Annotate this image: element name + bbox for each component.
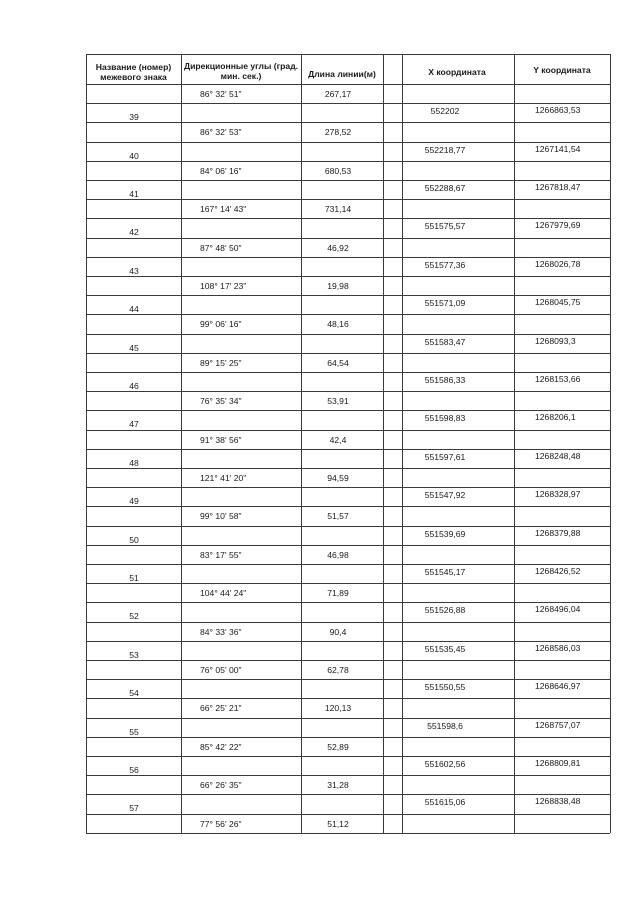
y-coordinate: 1268153,66 (535, 374, 581, 384)
row-divider (86, 718, 610, 719)
x-coordinate: 551545,17 (424, 567, 466, 577)
direction-angle: 99° 10' 58" (200, 511, 242, 522)
row-divider (86, 353, 610, 354)
y-coordinate: 1268426,52 (535, 566, 581, 576)
row-divider (86, 583, 610, 584)
column-divider (181, 54, 182, 833)
line-length: 51,12 (327, 818, 349, 829)
column-divider (514, 54, 515, 833)
row-divider (86, 506, 610, 507)
direction-angle: 99° 06' 16" (200, 319, 242, 330)
row-divider (86, 314, 610, 315)
y-coordinate: 1267141,54 (535, 143, 581, 154)
mark-name: 40 (129, 150, 139, 161)
direction-angle: 108° 17' 23" (200, 281, 247, 291)
direction-angle: 83° 17' 55" (200, 549, 242, 560)
row-divider (86, 142, 610, 143)
line-length: 51,57 (327, 511, 349, 522)
row-divider (86, 199, 610, 200)
row-divider (86, 794, 610, 795)
row-divider (86, 122, 610, 123)
row-divider (86, 602, 610, 603)
row-divider (86, 276, 610, 277)
x-coordinate: 551598,6 (427, 720, 463, 731)
row-divider (86, 698, 610, 699)
y-coordinate: 1266863,53 (535, 105, 581, 116)
y-coordinate: 1268045,75 (535, 297, 581, 308)
mark-name: 53 (129, 649, 139, 660)
line-length: 42,4 (329, 434, 347, 445)
y-coordinate: 1268586,03 (535, 642, 581, 653)
row-divider (86, 814, 610, 815)
row-divider (86, 161, 610, 162)
direction-angle: 86° 32' 51" (200, 89, 242, 99)
x-coordinate: 551615,06 (424, 797, 466, 808)
x-coordinate: 551535,45 (424, 643, 466, 654)
y-coordinate: 1267818,47 (535, 182, 581, 192)
line-length: 94,59 (327, 473, 349, 483)
row-divider (86, 391, 610, 392)
line-length: 19,98 (327, 281, 349, 291)
mark-name: 52 (129, 611, 139, 622)
x-coordinate: 551586,33 (424, 375, 466, 385)
header-mark-name: Название (номер) межевого знака (95, 62, 172, 82)
x-coordinate: 552288,67 (424, 183, 466, 193)
direction-angle: 76° 05' 00" (200, 665, 242, 675)
direction-angle: 86° 32' 53" (200, 127, 242, 138)
row-divider (86, 334, 610, 335)
line-length: 53,91 (327, 396, 349, 407)
header-x-coordinate: X координата (428, 67, 486, 77)
line-length: 46,98 (327, 549, 349, 560)
row-divider (86, 468, 610, 469)
x-coordinate: 551575,57 (424, 221, 466, 232)
x-coordinate: 551547,92 (424, 490, 466, 501)
y-coordinate: 1268496,04 (535, 604, 581, 615)
y-coordinate: 1268809,81 (535, 758, 581, 768)
x-coordinate: 551583,47 (424, 336, 466, 347)
mark-name: 42 (129, 227, 139, 238)
row-divider (86, 622, 610, 623)
direction-angle: 84° 33' 36" (200, 626, 242, 637)
mark-name: 48 (129, 457, 139, 468)
row-divider (86, 756, 610, 757)
direction-angle: 104° 44' 24" (200, 588, 247, 599)
row-divider (86, 103, 610, 104)
line-length: 680,53 (324, 165, 352, 176)
line-length: 267,17 (324, 89, 352, 99)
column-divider (86, 54, 87, 833)
mark-name: 57 (129, 803, 139, 814)
mark-name: 49 (129, 496, 139, 507)
column-divider (301, 54, 302, 833)
x-coordinate: 551597,61 (424, 451, 466, 462)
row-divider (86, 372, 610, 373)
row-divider (86, 84, 610, 85)
line-length: 90,4 (329, 626, 347, 637)
mark-name: 54 (129, 688, 139, 699)
mark-name: 56 (129, 765, 139, 775)
mark-name: 43 (129, 265, 139, 276)
row-divider (86, 660, 610, 661)
y-coordinate: 1268379,88 (535, 527, 581, 538)
direction-angle: 76° 35' 34" (200, 396, 242, 407)
mark-name: 50 (129, 534, 139, 545)
row-divider (86, 679, 610, 680)
mark-name: 55 (129, 726, 139, 737)
direction-angle: 66° 25' 21" (200, 703, 242, 714)
header-direction-angle: Дирекционные углы (град. мин. сек.) (183, 61, 299, 81)
row-divider (86, 775, 610, 776)
mark-name: 44 (129, 304, 139, 315)
y-coordinate: 1268093,3 (535, 335, 576, 346)
y-coordinate: 1268838,48 (535, 796, 581, 807)
x-coordinate: 552202 (430, 106, 460, 117)
x-coordinate: 551602,56 (424, 759, 466, 769)
x-coordinate: 551550,55 (424, 682, 466, 693)
line-length: 731,14 (324, 204, 352, 215)
direction-angle: 167° 14' 43" (200, 204, 247, 215)
row-divider (86, 180, 610, 181)
y-coordinate: 1268248,48 (535, 450, 581, 461)
row-divider (86, 737, 610, 738)
mark-name: 46 (129, 381, 139, 391)
y-coordinate: 1267979,69 (535, 220, 581, 231)
direction-angle: 121° 41' 20" (200, 473, 247, 483)
mark-name: 47 (129, 419, 139, 430)
x-coordinate: 551526,88 (424, 605, 466, 616)
row-divider (86, 449, 610, 450)
x-coordinate: 552218,77 (424, 144, 466, 155)
column-divider (610, 54, 611, 833)
row-divider (86, 487, 610, 488)
direction-angle: 85° 42' 22" (200, 741, 242, 752)
mark-name: 45 (129, 342, 139, 353)
row-divider (86, 257, 610, 258)
x-coordinate: 551577,36 (424, 259, 466, 270)
row-divider (86, 641, 610, 642)
y-coordinate: 1268026,78 (535, 258, 581, 269)
direction-angle: 89° 15' 25" (200, 357, 242, 368)
y-coordinate: 1268757,07 (535, 719, 581, 730)
table-top-border (86, 54, 610, 55)
y-coordinate: 1268646,97 (535, 681, 581, 692)
mark-name: 39 (129, 112, 139, 123)
header-y-coordinate: Y координата (533, 65, 591, 75)
column-divider (383, 54, 384, 833)
x-coordinate: 551598,83 (424, 413, 466, 424)
row-divider (86, 833, 610, 834)
direction-angle: 84° 06' 16" (200, 165, 242, 176)
direction-angle: 91° 38' 56" (200, 434, 242, 445)
y-coordinate: 1268328,97 (535, 489, 581, 500)
line-length: 62,78 (327, 665, 349, 675)
direction-angle: 66° 26' 35" (200, 780, 242, 791)
line-length: 31,28 (327, 780, 349, 791)
line-length: 46,92 (327, 242, 349, 253)
row-divider (86, 410, 610, 411)
direction-angle: 87° 48' 50" (200, 242, 242, 253)
line-length: 120,13 (324, 703, 352, 714)
line-length: 48,16 (327, 319, 349, 330)
line-length: 64,54 (327, 357, 349, 368)
mark-name: 51 (129, 573, 139, 583)
y-coordinate: 1268206,1 (535, 412, 576, 423)
row-divider (86, 545, 610, 546)
row-divider (86, 430, 610, 431)
row-divider (86, 564, 610, 565)
x-coordinate: 551539,69 (424, 528, 466, 539)
column-divider (402, 54, 403, 833)
direction-angle: 77° 56' 26" (200, 818, 242, 829)
row-divider (86, 238, 610, 239)
row-divider (86, 295, 610, 296)
x-coordinate: 551571,09 (424, 298, 466, 309)
line-length: 278,52 (324, 127, 352, 138)
line-length: 71,89 (327, 588, 349, 599)
line-length: 52,89 (327, 741, 349, 752)
row-divider (86, 218, 610, 219)
mark-name: 41 (129, 189, 139, 199)
row-divider (86, 526, 610, 527)
header-line-length: Длина линии(м) (308, 69, 376, 79)
